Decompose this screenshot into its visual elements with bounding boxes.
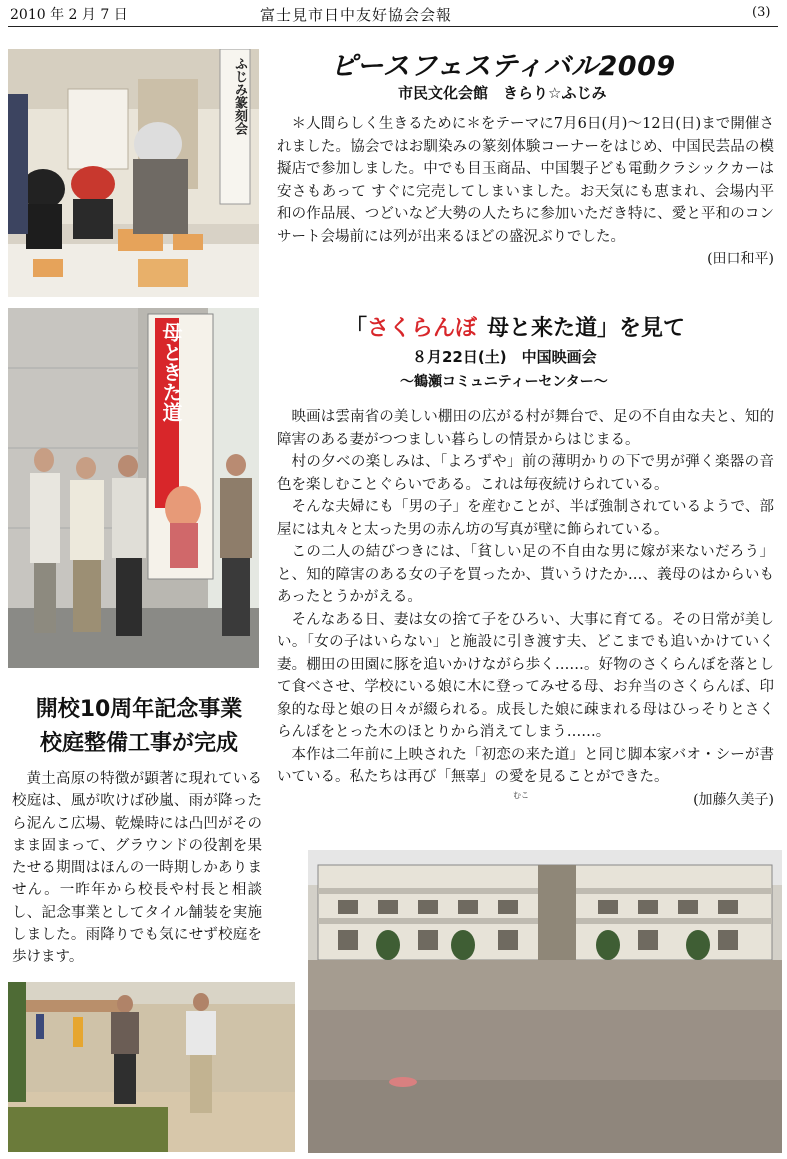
title-red-part: さくらんぼ [367,316,478,341]
title-black-part: 母と来た道 [487,316,598,341]
article2-paragraph-1: 映画は雲南省の美しい棚田の広がる村が舞台で、足の不自由な夫と、知的障害のある妻がつつましい暮らしの情景からはじまる。 [277,409,774,448]
page-header [0,0,787,28]
title-quote-close: 」を見て [597,316,686,341]
photo-school-building-image [308,850,782,1153]
photo-banner-text: ふじみ篆刻会 [232,57,247,135]
article2-body [277,406,774,811]
article1-title: ピースフェスティバル2009 [330,51,676,82]
article3-body [12,768,262,969]
ruby-reading: むこ [513,791,529,800]
article2-paragraph-4: この二人の結びつきには、「貧しい足の不自由な男に嫁が来ないだろう」と、知的障害のある女の子を買ったか、貰いうけたか…、義母のはからいもあったとうかがえる。 [277,544,774,605]
photo-schoolyard-people [8,982,295,1152]
article2-title [345,311,765,342]
article2-paragraph-2: 村の夕べの楽しみは、「よろずや」前の薄明かりの下で男が弾く楽器の音色を楽しむことぐらいである。これは毎夜続けられている。 [277,454,774,493]
photo-schoolyard-people-image [8,982,295,1152]
photo-seal-carving-image [8,49,259,297]
article2-paragraph-5: そんなある日、妻は女の捨て子をひろい、大事に育てる。その日常が美しい。「女の子はいらない」と施設に引き渡す夫、どこまでも追いかけていく妻。棚田の田園に豚を追いかけながら歩く……。好物のさくらんぼを落として食べさせ、学校にいる娘に木に登ってみせる母、お弁当のさくらんぼ、印象的な母と娘の日々が綴られる。成長した娘に疎まれる母はひっそりとさくらんぼをとった木のほとりから消えてしまう……。 [277,611,774,740]
issue-date: 2010 年 2 月 7 日 [10,7,128,23]
article2-paragraph-6: 本作は二年前に上映された「初恋の来た道」と同じ脚本家バオ・シーが書いている。私たちは再び「無辜」の愛を見ることができた。 [277,746,774,785]
article2-author: (加藤久美子) [693,791,774,808]
newsletter-title: 富士見市日中友好協会会報 [260,6,453,24]
article1-body [277,113,774,271]
article3-title-line1: 開校10周年記念事業 [35,697,243,722]
article2-venue: 〜鶴瀬コミュニティーセンター〜 [400,374,608,390]
title-quote-open: 「 [345,316,368,341]
article1-venue: 市民文化会館 きらり☆ふじみ [398,84,607,102]
article2-paragraph-3: そんな夫婦にも「男の子」を産むことが、半ば強制されているようで、部屋には丸々と太った男の赤ん坊の写真が壁に飾られている。 [277,499,774,538]
article1-author: (田口和平) [707,251,774,267]
photo-film-poster-group [8,308,259,668]
poster-title-text: 母ときた道 [159,322,183,422]
article3-paragraph: 黄土高原の特徴が顕著に現れている校庭は、風が吹けば砂嵐、雨が降ったら泥んこ広場、乾燥時には凸凹がそのまま固まって、グラウンドの役割を果たせる期間はほんの一時期しかありません。一昨年から校長や村長と相談し、記念事業としてタイル舗装を実施しました。雨降りでも気にせず校庭を歩けます。 [12,771,262,966]
article2-date-line: ８月22日(土) 中国映画会 [412,348,597,366]
header-rule [8,26,778,27]
page-number: (3) [752,5,771,20]
photo-seal-carving-workshop [8,49,259,297]
photo-school-building-courtyard [308,850,782,1153]
article3-title-line2: 校庭整備工事が完成 [39,731,238,756]
photo-group-image [8,308,259,668]
article1-paragraph: ＊人間らしく生きるために＊をテーマに7月6日(月)〜12日(日)まで開催されました。協会ではお馴染みの篆刻体験コーナーをはじめ、中国民芸品の模擬店で参加しました。中でも目玉商品、中国製子ども電動クラシックカーは安さもあって すぐに完売してしまいました。お天気にも恵まれ、会場内平和の作品展、つどいなど大勢の人たちに参加いただき特に、愛と平和のコンサート会場前には列が出来るほどの盛況ぶりでした。 [277,116,774,245]
